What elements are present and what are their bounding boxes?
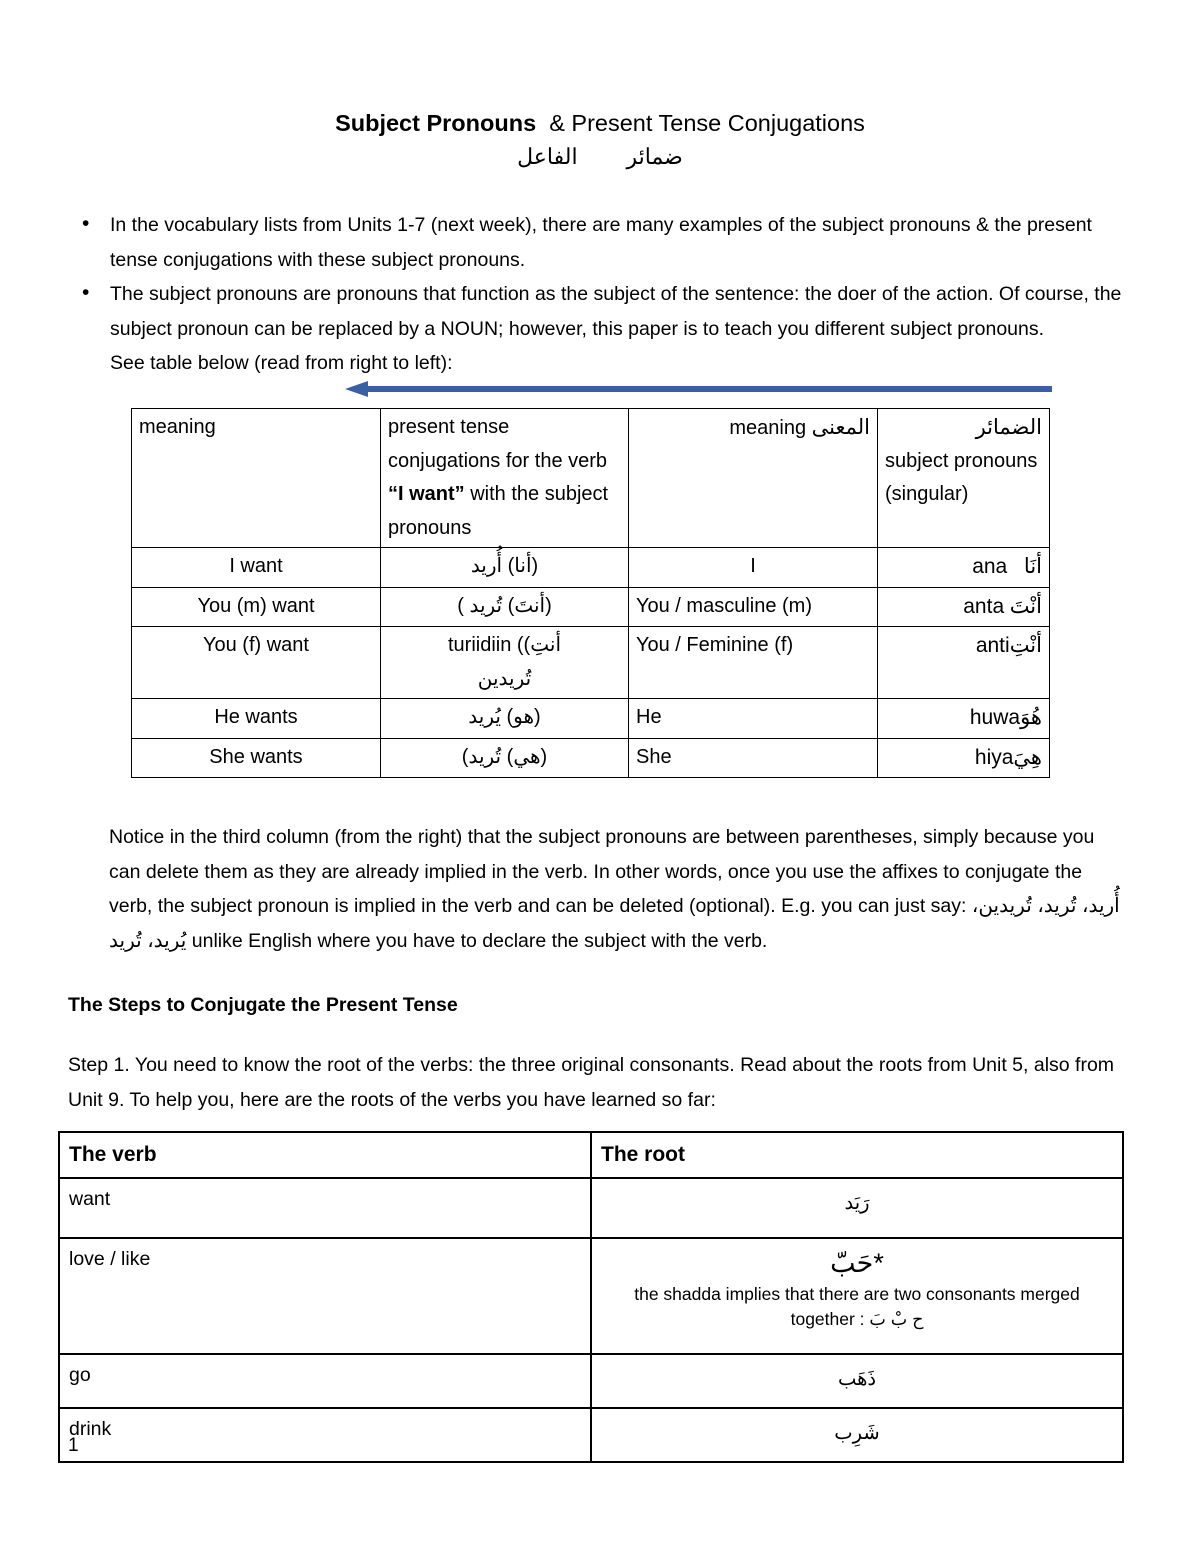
row2-conjugation: (أنتَ) تُريد ) xyxy=(381,587,629,627)
table-row xyxy=(132,587,1050,627)
table-header-row xyxy=(132,409,1050,548)
header-meaning-ar-text: المعنى xyxy=(811,416,870,439)
title-line-arabic: ضمائر الفاعل xyxy=(517,144,683,169)
row2-meaning: You / masculine (m) xyxy=(629,587,878,627)
row5-pronoun-translit: hiya xyxy=(974,745,1014,769)
subject-pronouns-table xyxy=(131,408,1050,778)
header-pronouns-en: subject pronouns (singular) xyxy=(885,449,1038,505)
verb-root-table xyxy=(58,1131,1124,1463)
header-meaning-left: meaning xyxy=(132,409,381,548)
verb-row4-root: شَرِب xyxy=(591,1408,1123,1462)
bullet-text-1: In the vocabulary lists from Units 1-7 (next week), there are many examples of the subject pronouns & the present tense conjugations with these subject pronouns. xyxy=(110,214,1092,271)
row3-meaning-en: You (f) want xyxy=(132,627,381,699)
arrow-shaft xyxy=(367,386,1052,392)
row5-conjugation: (هي) تُريد) xyxy=(381,738,629,778)
table-row xyxy=(59,1178,1123,1238)
notice-paragraph xyxy=(109,820,1127,958)
table-row xyxy=(59,1354,1123,1408)
row2-meaning-en: You (m) want xyxy=(132,587,381,627)
row4-pronoun xyxy=(878,699,1050,739)
row5-pronoun xyxy=(878,738,1050,778)
header-conjugations xyxy=(381,409,629,548)
row5-meaning-en: She wants xyxy=(132,738,381,778)
steps-heading: The Steps to Conjugate the Present Tense xyxy=(68,994,458,1016)
verb-header-root: The root xyxy=(591,1132,1123,1178)
row4-pronoun-ar: هُوَ xyxy=(1020,706,1042,729)
table-row xyxy=(132,699,1050,739)
notice-part1: Notice in the third column (from the right) that the subject pronouns are between parentheses, simply because you can delete them as they are already implied in the verb. In other words, once you use the affixes to conjugate the verb, the subject pronoun is implied in the verb and can be deleted (optional). E.g. you can just say: xyxy=(109,826,1095,917)
row3-conjugation-line1: turiidiin ((أنتِ xyxy=(447,634,561,656)
step-1-paragraph: Step 1. You need to know the root of the verbs: the three original consonants. Read about the roots from Unit 5, also from Unit 9. To help you, here are the roots of the verbs you have learned so far: xyxy=(68,1054,1115,1111)
title-rest-part: & Present Tense Conjugations xyxy=(536,110,865,136)
row2-pronoun xyxy=(878,587,1050,627)
verb-row4-name: drink xyxy=(59,1408,591,1462)
page-number: 1 xyxy=(68,1435,79,1456)
row1-pronoun-ar: أنَا xyxy=(1023,555,1042,578)
table-row xyxy=(132,627,1050,699)
table-row xyxy=(59,1238,1123,1354)
verb-row2-root: *حَبّ xyxy=(830,1248,884,1278)
row2-pronoun-ar: أنْتَ xyxy=(1009,594,1042,618)
row4-meaning: He xyxy=(629,699,878,739)
verb-header-verb: The verb xyxy=(59,1132,591,1178)
verb-row1-name: want xyxy=(59,1178,591,1238)
row4-conjugation: (هو) يُريد xyxy=(381,699,629,739)
table-row xyxy=(132,738,1050,778)
row5-meaning: She xyxy=(629,738,878,778)
row4-meaning-en: He wants xyxy=(132,699,381,739)
header-meaning-en-text: meaning xyxy=(729,417,807,439)
row2-pronoun-translit: anta xyxy=(963,594,1005,618)
verb-row2-name: love / like xyxy=(59,1238,591,1354)
verb-row3-root: ذَهَب xyxy=(591,1354,1123,1408)
row3-meaning: You / Feminine (f) xyxy=(629,627,878,699)
row1-meaning-en: I want xyxy=(132,548,381,588)
bullet-item-1 xyxy=(110,208,1128,277)
see-table-line: See table below (read from right to left): xyxy=(110,352,453,374)
verb-row2-shadda-note: the shadda implies that there are two consonants merged together : ح بْ بَ xyxy=(634,1284,1080,1329)
row3-conjugation-line2: تُريدين xyxy=(477,667,532,690)
verb-table-header-row xyxy=(59,1132,1123,1178)
bullet-item-2 xyxy=(110,277,1128,381)
row1-pronoun-translit: ana xyxy=(972,555,1008,578)
header-conj-post: with the subject pronouns xyxy=(388,483,609,539)
header-subject-pronouns xyxy=(878,409,1050,548)
row1-meaning: I xyxy=(629,548,878,588)
notice-arabic-examples: أُريد، تُريد، تُريدين، يُريد، تُريد xyxy=(109,895,1120,952)
row3-pronoun xyxy=(878,627,1050,699)
intro-bullets xyxy=(68,208,1128,381)
row3-pronoun-ar: أنْتِ xyxy=(1009,634,1042,657)
page-title xyxy=(0,108,1200,174)
row3-pronoun-translit: anti xyxy=(975,634,1010,657)
arrow-head-icon xyxy=(345,381,368,397)
title-line-english xyxy=(0,108,1200,138)
header-conj-bold: “I want” xyxy=(388,483,465,505)
row4-pronoun-translit: huwa xyxy=(969,706,1021,729)
bullet-text-2: The subject pronouns are pronouns that function as the subject of the sentence: the doer of the action. Of course, the subject pronoun can be replaced by a NOUN; however, this paper is to teach you different subject pronouns. xyxy=(110,283,1122,340)
header-pronouns-ar: الضمائر xyxy=(975,416,1042,439)
verb-row3-name: go xyxy=(59,1354,591,1408)
row5-pronoun-ar: هِيَ xyxy=(1013,745,1042,769)
verb-row1-root: رَيَد xyxy=(591,1178,1123,1238)
row1-conjugation: (أنا) أُريد xyxy=(381,548,629,588)
row1-pronoun xyxy=(878,548,1050,588)
title-bold-part: Subject Pronouns xyxy=(335,110,537,136)
row3-conjugation xyxy=(381,627,629,699)
table-row xyxy=(132,548,1050,588)
notice-part2: unlike English where you have to declare the subject with the verb. xyxy=(186,929,768,952)
right-to-left-reading-arrow xyxy=(345,380,1052,398)
header-meaning-arabic xyxy=(629,409,878,548)
header-conj-pre: present tense conjugations for the verb xyxy=(388,416,608,472)
verb-row2-root-cell xyxy=(591,1238,1123,1354)
table-row xyxy=(59,1408,1123,1462)
